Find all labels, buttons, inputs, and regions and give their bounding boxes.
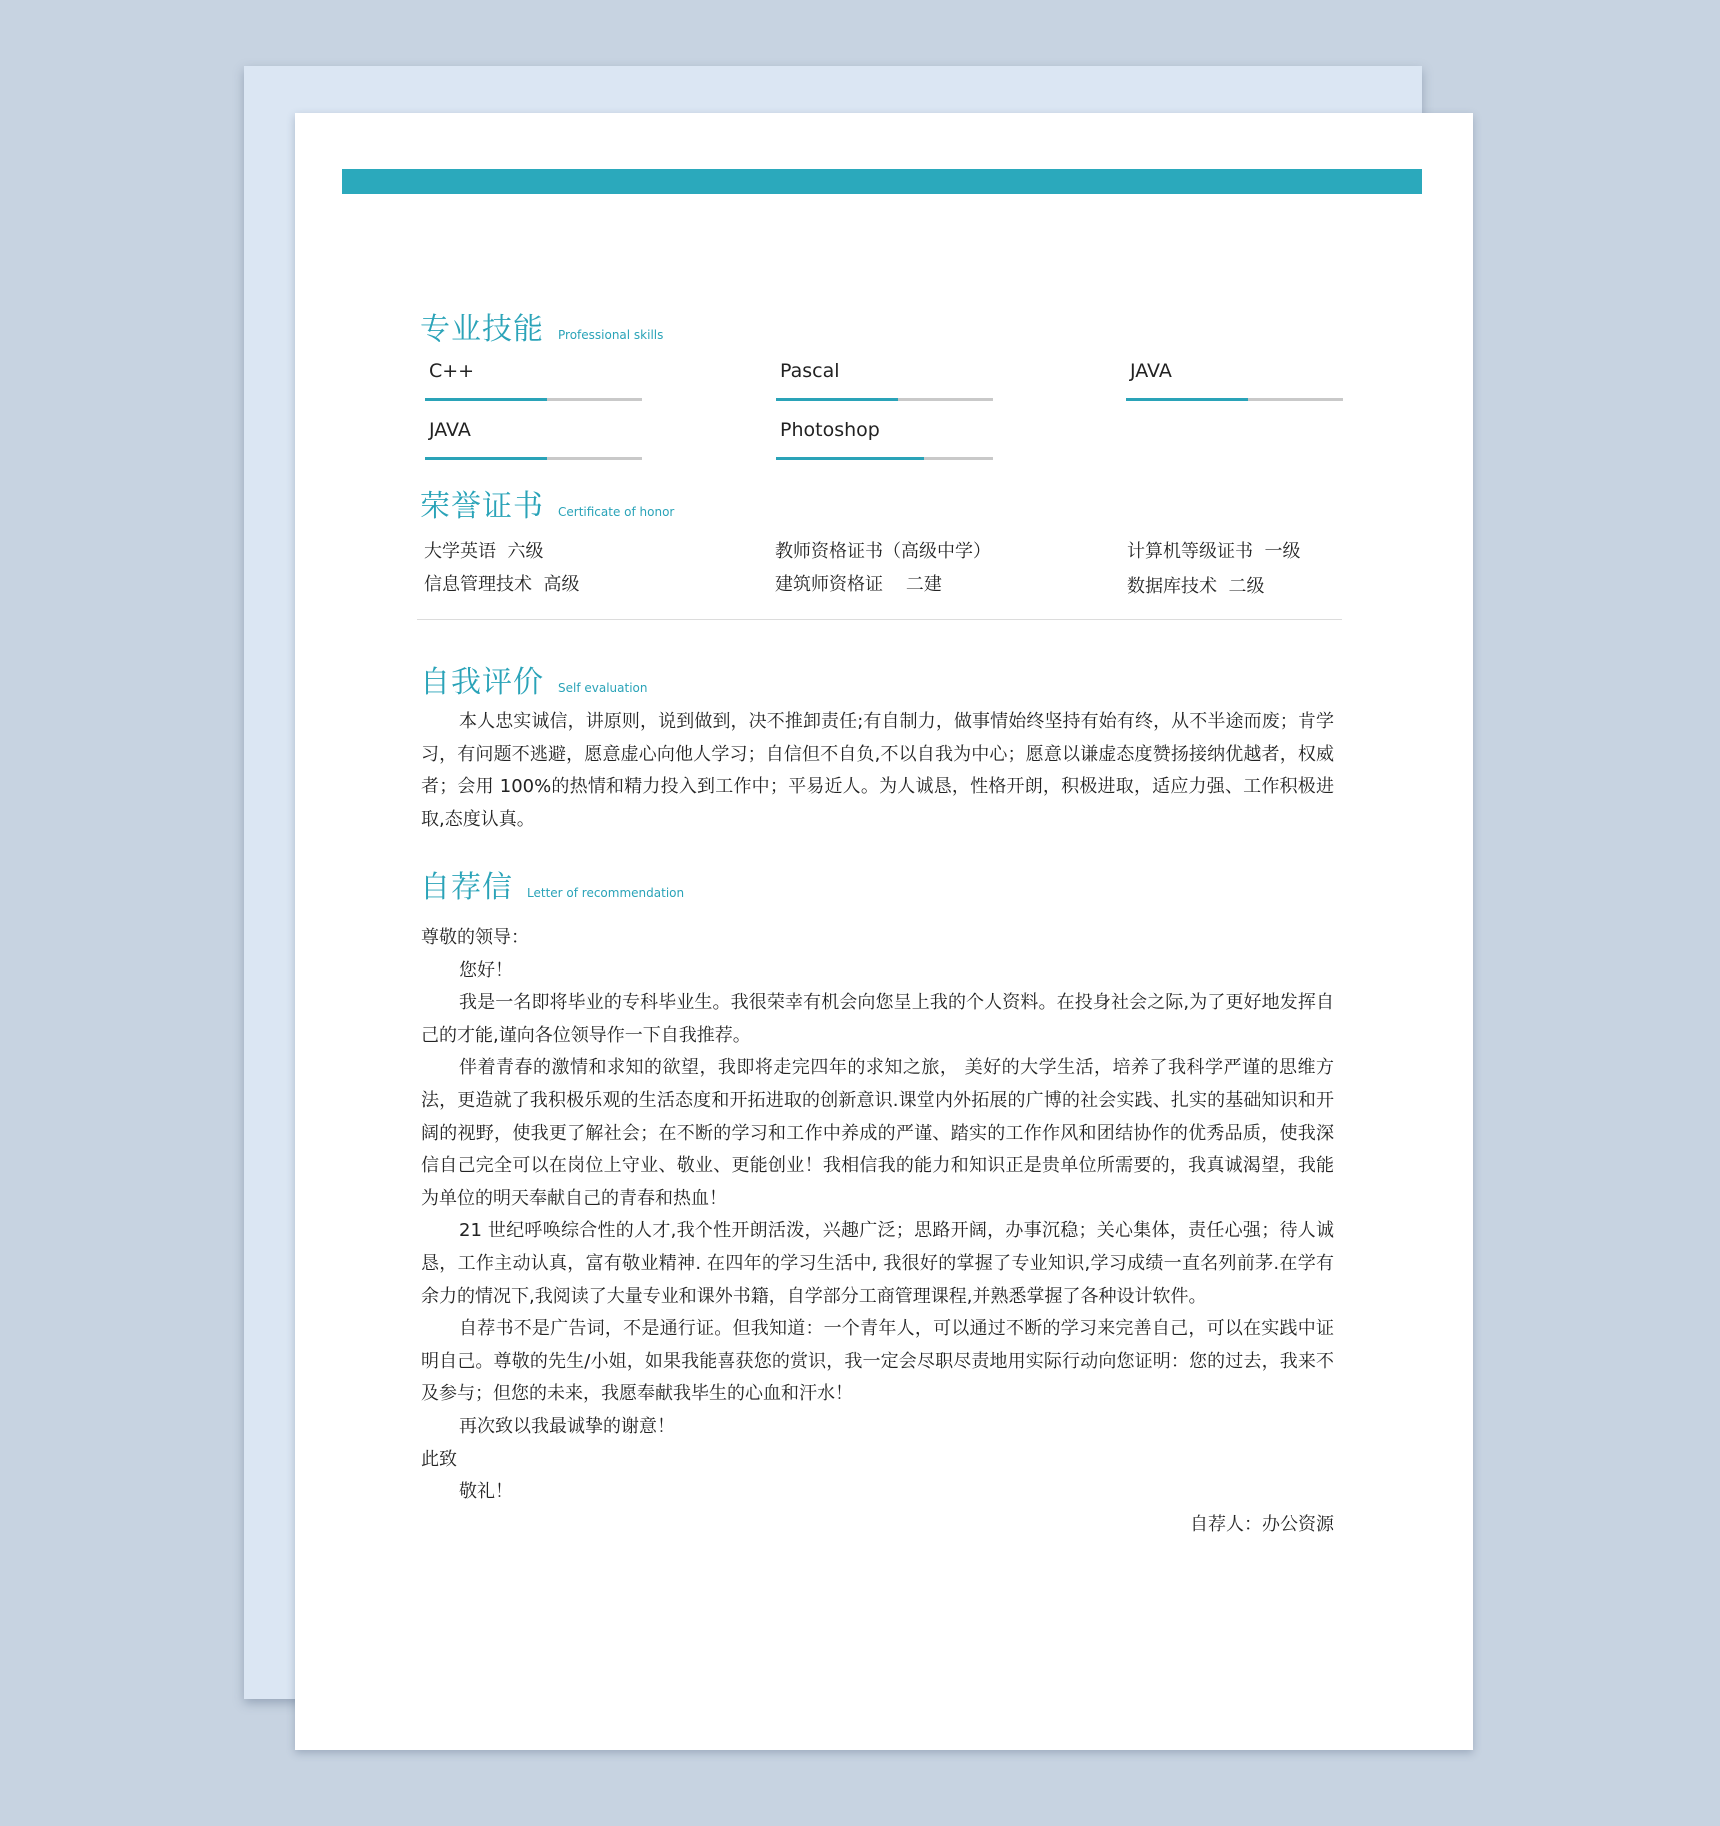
certificate-item: 大学英语 六级: [424, 541, 544, 562]
skill-level-bar: [776, 398, 993, 401]
letter-paragraph: 伴着青春的激情和求知的欲望，我即将走完四年的求知之旅， 美好的大学生活，培养了我科学严谨的思维方法，更造就了我积极乐观的生活态度和开拓进取的创新意识.课堂内外拓展的广博的社会实践、扎实的基础知识和开阔的视野，使我更了解社会；在不断的学习和工作中养成的严谨、踏实的工作作风和团结协作的优秀品质，使我深信自己完全可以在岗位上守业、敬业、更能创业！我相信我的能力和知识正是贵单位所需要的，我真诚渴望，我能为单位的明天奉献自己的青春和热血！: [421, 1057, 1334, 1209]
certificate-item: 计算机等级证书 一级: [1127, 541, 1301, 562]
letter-signature: 自荐人：办公资源: [1190, 1513, 1334, 1535]
evaluation-subtitle: Self evaluation: [558, 681, 648, 695]
skill-level-fill: [776, 457, 924, 460]
letter-body: [421, 922, 1334, 1541]
skill-item: [776, 417, 993, 443]
skill-item: [425, 417, 642, 443]
letter-closing: 此致: [421, 1448, 457, 1470]
letter-subtitle: Letter of recommendation: [527, 886, 685, 900]
skill-name: Photoshop: [780, 419, 880, 441]
skill-name: JAVA: [429, 419, 471, 441]
skill-level-fill: [425, 457, 547, 460]
certificate-item: 数据库技术 二级: [1127, 576, 1265, 597]
letter-title: 自荐信: [420, 870, 513, 905]
section-divider: [417, 619, 1342, 620]
skill-name: Pascal: [780, 360, 840, 382]
honors-section-heading: [420, 481, 674, 525]
honors-title: 荣誉证书: [420, 489, 544, 524]
certificate-item: 信息管理技术 高级: [424, 574, 580, 595]
skill-item: [425, 358, 642, 384]
skill-level-fill: [1126, 398, 1248, 401]
skill-level-bar: [1126, 398, 1343, 401]
letter-salutation: 尊敬的领导：: [421, 927, 529, 948]
skill-name: JAVA: [1130, 360, 1172, 382]
letter-paragraph: 21 世纪呼唤综合性的人才,我个性开朗活泼，兴趣广泛；思路开阔，办事沉稳；关心集体，责任心强；待人诚恳，工作主动认真，富有敬业精神. 在四年的学习生活中, 我很好的掌握了专业知识,学习成绩一直名列前茅.在学有余力的情况下,我阅读了大量专业和课外书籍，自学部分工商管理课程,并熟悉掌握了各种设计软件。: [421, 1220, 1334, 1307]
skill-level-bar: [776, 457, 993, 460]
honors-subtitle: Certificate of honor: [558, 505, 675, 519]
header-accent-bar: [342, 169, 1422, 194]
evaluation-title: 自我评价: [420, 665, 544, 700]
skill-name: C++: [429, 360, 475, 382]
skill-item: [1126, 358, 1343, 384]
skills-title: 专业技能: [420, 312, 544, 347]
skill-level-bar: [425, 457, 642, 460]
letter-section-heading: [420, 862, 684, 906]
evaluation-section-heading: [420, 657, 648, 701]
skill-level-bar: [425, 398, 642, 401]
skill-level-fill: [776, 398, 898, 401]
skill-item: [776, 358, 993, 384]
letter-greeting: 您好！: [459, 959, 513, 981]
certificate-item: 建筑师资格证 二建: [775, 574, 942, 595]
certificate-item: 教师资格证书（高级中学）: [775, 541, 991, 562]
letter-paragraph: 自荐书不是广告词，不是通行证。但我知道：一个青年人，可以通过不断的学习来完善自己，可以在实践中证明自己。尊敬的先生/小姐，如果我能喜获您的赏识，我一定会尽职尽责地用实际行动向您证明：您的过去，我来不及参与；但您的未来，我愿奉献我毕生的心血和汗水！: [421, 1318, 1334, 1405]
skills-section-heading: [420, 304, 663, 348]
evaluation-text: 本人忠实诚信，讲原则，说到做到，决不推卸责任;有自制力，做事情始终坚持有始有终，从不半途而废；肯学习，有问题不逃避，愿意虚心向他人学习；自信但不自负,不以自我为中心；愿意以谦虚态度赞扬接纳优越者，权威者；会用 100%的热情和精力投入到工作中；平易近人。为人诚恳，性格开朗，积极进取，适应力强、工作积极进取,态度认真。: [421, 711, 1334, 830]
letter-paragraph: 再次致以我最诚挚的谢意！: [459, 1415, 675, 1437]
skills-subtitle: Professional skills: [558, 328, 664, 342]
skill-level-fill: [425, 398, 547, 401]
evaluation-body: [421, 706, 1334, 836]
letter-paragraph: 我是一名即将毕业的专科毕业生。我很荣幸有机会向您呈上我的个人资料。在投身社会之际,为了更好地发挥自己的才能,谨向各位领导作一下自我推荐。: [421, 992, 1334, 1046]
letter-regards: 敬礼！: [459, 1481, 513, 1503]
